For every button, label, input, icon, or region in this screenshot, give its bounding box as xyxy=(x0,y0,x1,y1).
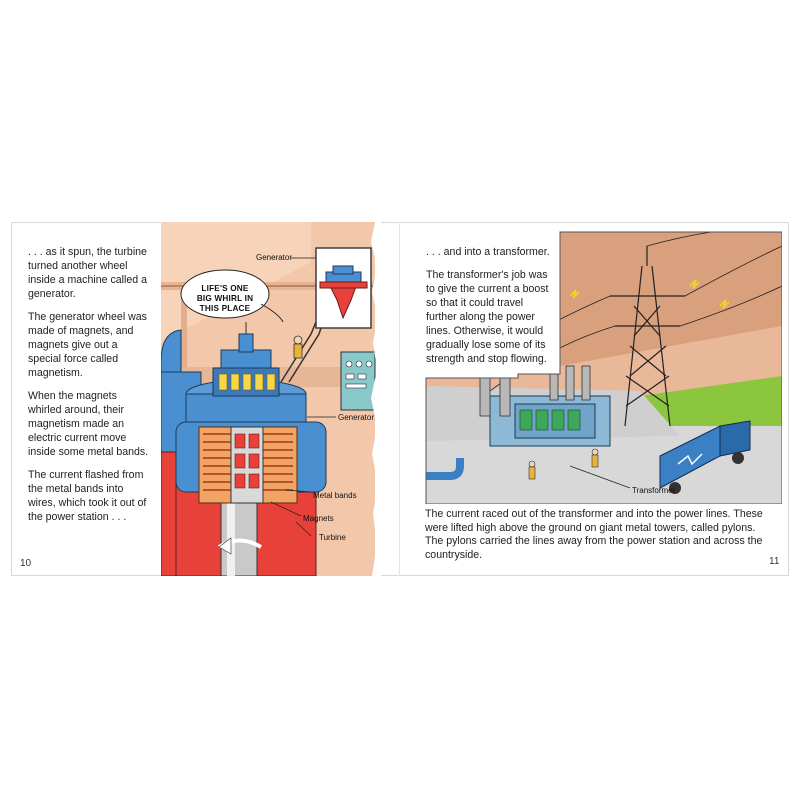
paragraph: . . . and into a transformer. xyxy=(426,246,550,258)
label-generator-inset: Generator xyxy=(256,253,293,262)
speech-line: THIS PLACE xyxy=(199,304,251,313)
book-gutter xyxy=(399,222,400,576)
speech-bubble xyxy=(186,284,264,314)
paragraph: The transformer's job was to give the current a boost so that it could travel further along the power lines. Otherwise, it would gradually lose some of its strength and stop flowing. xyxy=(426,269,549,365)
transformer-illustration xyxy=(420,226,782,504)
paragraph: The generator wheel was made of magnets, and magnets give out a special force called magnetism. xyxy=(28,311,147,379)
label-turbine: Turbine xyxy=(319,533,346,542)
speech-line: LIFE'S ONE xyxy=(201,284,249,293)
label-magnets: Magnets xyxy=(303,514,334,523)
label-transformer: Transformer xyxy=(632,486,676,495)
paragraph: When the magnets whirled around, their magnetism made an electric current move inside some metal bands. xyxy=(28,390,149,458)
speech-line: BIG WHIRL IN xyxy=(196,294,254,303)
label-generator: Generator xyxy=(338,413,375,422)
generator-illustration xyxy=(161,222,381,576)
paragraph: The current flashed from the metal bands into wires, which took it out of the power station . . . xyxy=(28,469,147,523)
left-page-text xyxy=(28,245,153,533)
page-number-left: 10 xyxy=(20,558,32,569)
page-number-right: 11 xyxy=(769,556,780,567)
right-page-caption: The current raced out of the transformer and into the power lines. These were lifted high above the ground on giant metal towers, called pylons. The pylons carried the lines away from the power station and across the countryside. xyxy=(425,508,763,561)
label-metal-bands: Metal bands xyxy=(313,491,357,500)
paragraph: . . . as it spun, the turbine turned another wheel inside a machine called a generator. xyxy=(28,246,147,300)
